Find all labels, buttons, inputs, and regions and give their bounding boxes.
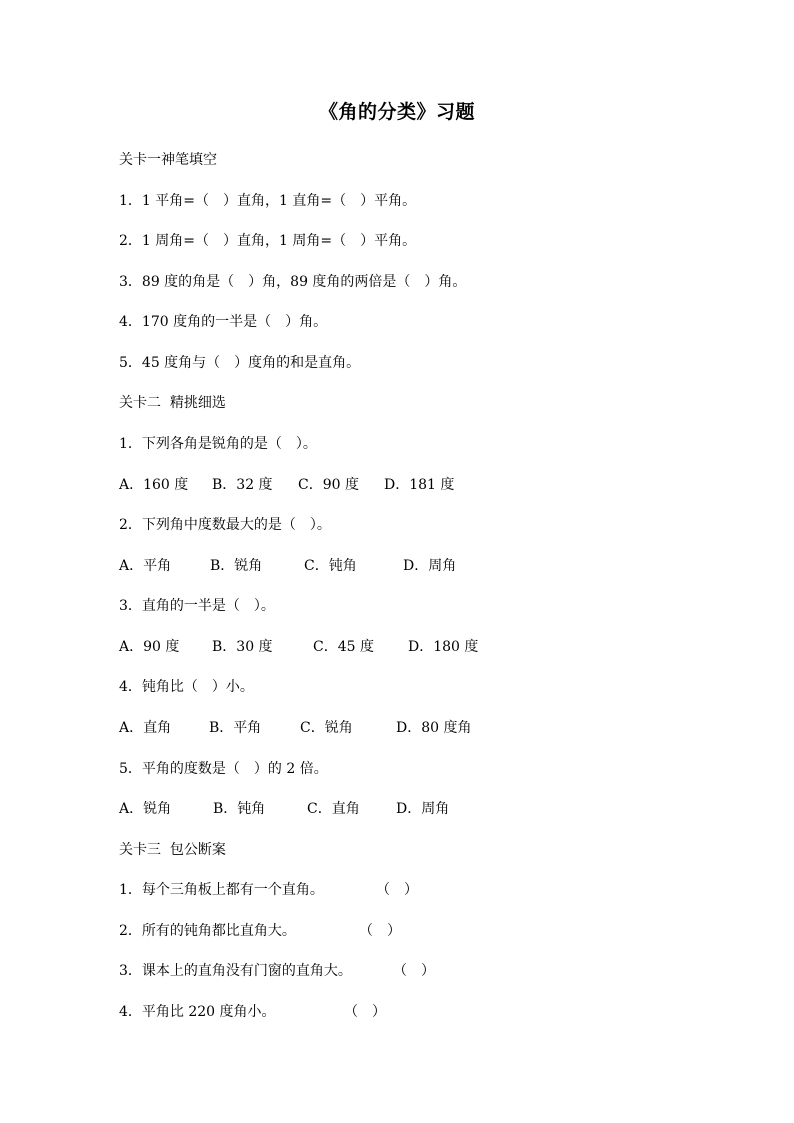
worksheet-title: 《角的分类》习题	[318, 101, 475, 123]
answer-blank: （ ）	[376, 882, 418, 898]
choice-question: 4．钝角比（ ）小。	[119, 679, 254, 695]
choice-question: 3．直角的一半是（ ）。	[119, 598, 275, 614]
fill-in-item: 3．89 度的角是（ ）角，89 度角的两倍是（ ）角。	[119, 274, 467, 290]
choice-option: D．周角	[403, 558, 457, 574]
choice-option: A．平角	[119, 558, 172, 574]
fill-in-item: 1．1 平角=（ ）直角，1 直角=（ ）平角。	[119, 193, 417, 209]
answer-blank: （ ）	[359, 923, 401, 939]
choice-option: B．32 度	[212, 477, 273, 493]
section-heading-true-false: 关卡三 包公断案	[119, 842, 226, 858]
choice-question: 2．下列角中度数最大的是（ ）。	[119, 517, 331, 533]
choice-option: A．锐角	[119, 801, 172, 817]
choice-option: C．钝角	[304, 558, 357, 574]
choice-question: 1．下列各角是锐角的是（ ）。	[119, 436, 317, 452]
choice-option: A．直角	[119, 720, 172, 736]
choice-question: 5．平角的度数是（ ）的 2 倍。	[119, 761, 328, 777]
answer-blank: （ ）	[393, 963, 435, 979]
choice-option: C．直角	[307, 801, 360, 817]
section-heading-fill-in: 关卡一神笔填空	[119, 152, 217, 168]
choice-option: D．180 度	[408, 639, 479, 655]
fill-in-item: 4．170 度角的一半是（ ）角。	[119, 314, 328, 330]
answer-blank: （ ）	[344, 1004, 386, 1020]
choice-option: D．周角	[396, 801, 450, 817]
choice-option: C．90 度	[298, 477, 359, 493]
choice-option: B．锐角	[210, 558, 263, 574]
choice-option: C．锐角	[300, 720, 353, 736]
choice-option: B．钝角	[213, 801, 266, 817]
true-false-item: 3．课本上的直角没有门窗的直角大。	[119, 963, 352, 979]
choice-option: C．45 度	[313, 639, 374, 655]
true-false-item: 1．每个三角板上都有一个直角。	[119, 882, 324, 898]
fill-in-item: 2．1 周角=（ ）直角，1 周角=（ ）平角。	[119, 233, 417, 249]
true-false-item: 2．所有的钝角都比直角大。	[119, 923, 296, 939]
choice-option: B．平角	[209, 720, 262, 736]
choice-option: D．181 度	[384, 477, 455, 493]
true-false-item: 4．平角比 220 度角小。	[119, 1004, 276, 1020]
choice-option: D．80 度角	[396, 720, 472, 736]
section-heading-choice: 关卡二 精挑细选	[119, 395, 226, 411]
choice-option: A．160 度	[119, 477, 189, 493]
choice-option: A．90 度	[119, 639, 180, 655]
choice-option: B．30 度	[212, 639, 273, 655]
fill-in-item: 5．45 度角与（ ）度角的和是直角。	[119, 355, 361, 371]
